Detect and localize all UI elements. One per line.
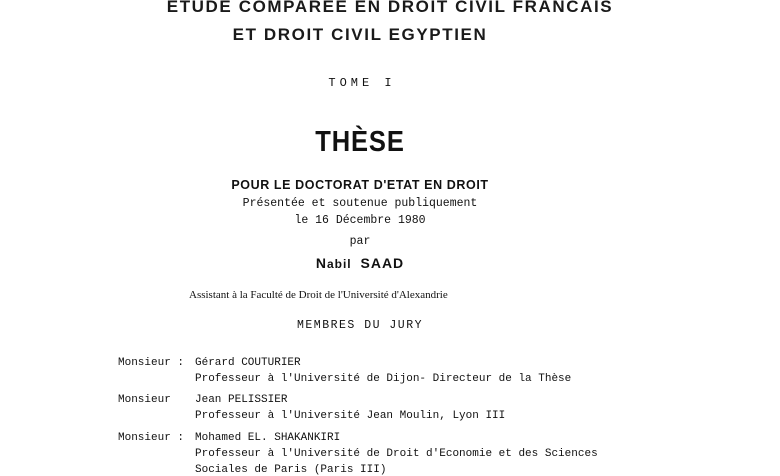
jury-member-description: Professeur à l'Université de Droit d'Economie et des Sciences: [195, 448, 598, 460]
jury-heading: MEMBRES DU JURY: [296, 319, 424, 332]
jury-member-name: Jean PELISSIER: [195, 394, 288, 406]
jury-member-description: Professeur à l'Université de Dijon- Directeur de la Thèse: [195, 373, 572, 385]
author-name: [0, 255, 750, 273]
these-heading: THÈSE: [315, 126, 405, 158]
thesis-title-line2: ET DROIT CIVIL EGYPTIEN: [232, 25, 488, 44]
jury-member-title: Monsieur :: [118, 357, 185, 369]
jury-member-title: Monsieur: [118, 394, 171, 406]
jury-member-name: Gérard COUTURIER: [195, 357, 301, 369]
par-label: par: [349, 235, 371, 248]
presentation-line: Présentée et soutenue publiquement: [242, 197, 478, 210]
doctorat-line: POUR LE DOCTORAT D'ETAT EN DROIT: [231, 178, 489, 192]
jury-member-description: Professeur à l'Université Jean Moulin, Lyon III: [195, 410, 506, 422]
thesis-title-line1: ETUDE COMPAREE EN DROIT CIVIL FRANCAIS: [166, 0, 614, 16]
author-first-initial: N: [315, 255, 327, 271]
tome-label: TOME I: [328, 76, 396, 90]
jury-member-name: Mohamed EL. SHAKANKIRI: [195, 432, 341, 444]
author-last-name: SAAD: [360, 255, 405, 271]
jury-member-description-cont: Sociales de Paris (Paris III): [195, 464, 387, 476]
jury-member-title: Monsieur :: [118, 432, 185, 444]
author-first-rest: abil: [326, 257, 352, 271]
author-affiliation: Assistant à la Faculté de Droit de l'Université d'Alexandrie: [189, 289, 448, 301]
defense-date: le 16 Décembre 1980: [294, 214, 426, 227]
